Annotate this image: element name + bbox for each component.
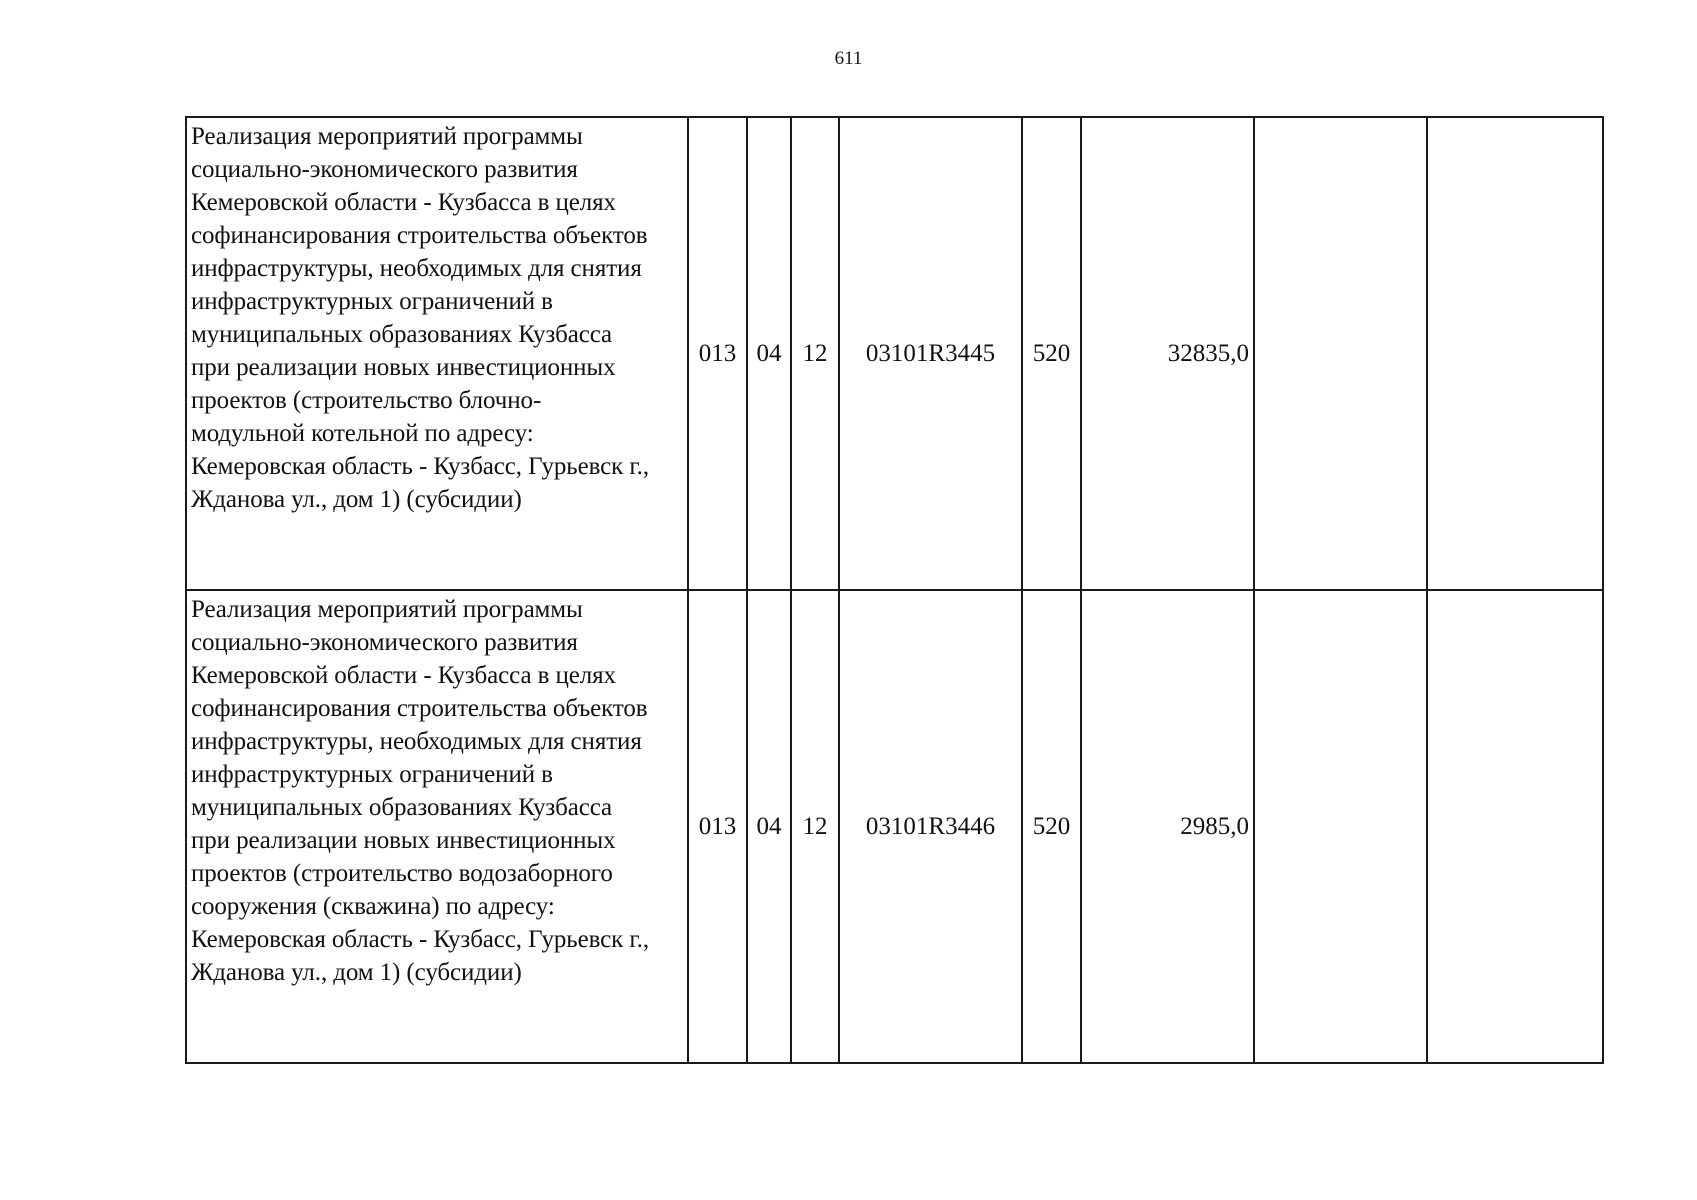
table-row xyxy=(186,590,1603,1063)
budget-table xyxy=(185,116,1604,1064)
expense-type-code: 520 xyxy=(1022,117,1081,590)
sum-year-1: 2985,0 xyxy=(1081,590,1254,1063)
sum-year-3 xyxy=(1427,590,1603,1063)
target-article-code: 03101R3445 xyxy=(839,117,1022,590)
sum-year-3 xyxy=(1427,117,1603,590)
section-code: 04 xyxy=(747,117,791,590)
subsection-code: 12 xyxy=(791,117,839,590)
page-number: 611 xyxy=(834,48,863,69)
target-article-code: 03101R3446 xyxy=(839,590,1022,1063)
grbs-code: 013 xyxy=(688,590,747,1063)
sum-year-2 xyxy=(1254,117,1427,590)
sum-year-1: 32835,0 xyxy=(1081,117,1254,590)
row-description: Реализация мероприятий программы социально-экономического развития Кемеровской области - Кузбасса в целях софинансирования строительства объектов инфраструктуры, необходимых для снятия инфраструктурных ограничений в муниципальных образованиях Кузбасса при реализации новых инвестиционных проектов (строительство водозаборного сооружения (скважина) по адресу: Кемеровская область - Кузбасс, Гурьевск г., Жданова ул., дом 1) (субсидии) xyxy=(186,590,688,1063)
section-code: 04 xyxy=(747,590,791,1063)
table-row xyxy=(186,117,1603,590)
subsection-code: 12 xyxy=(791,590,839,1063)
row-description: Реализация мероприятий программы социально-экономического развития Кемеровской области - Кузбасса в целях софинансирования строительства объектов инфраструктуры, необходимых для снятия инфраструктурных ограничений в муниципальных образованиях Кузбасса при реализации новых инвестиционных проектов (строительство блочно- модульной котельной по адресу: Кемеровская область - Кузбасс, Гурьевск г., Жданова ул., дом 1) (субсидии) xyxy=(186,117,688,590)
grbs-code: 013 xyxy=(688,117,747,590)
sum-year-2 xyxy=(1254,590,1427,1063)
expense-type-code: 520 xyxy=(1022,590,1081,1063)
